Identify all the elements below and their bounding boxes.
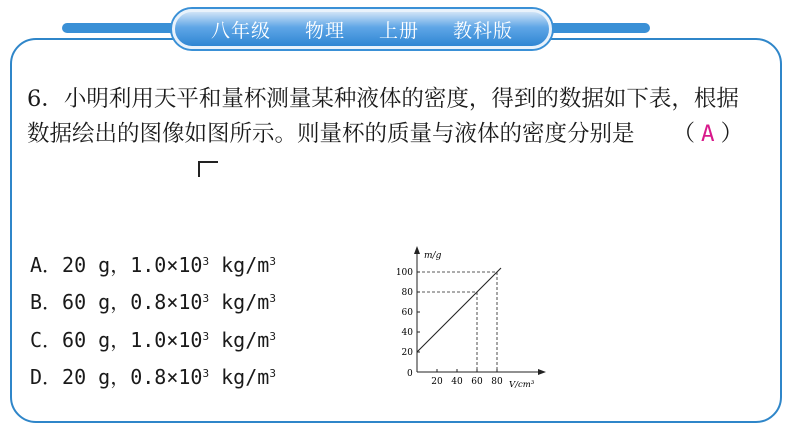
origin-label: 0 — [407, 369, 413, 379]
option-c-exp: 3 — [202, 330, 210, 343]
question-line-1: 6．小明利用天平和量杯测量某种液体的密度，得到的数据如下表，根据 — [27, 86, 739, 112]
option-c-label: C． — [30, 328, 63, 352]
answer-value: A — [701, 121, 715, 147]
option-b-exp: 3 — [202, 292, 210, 305]
header-band-left — [62, 23, 180, 33]
corner-mark — [198, 161, 218, 177]
option-a-unit-exp: 3 — [269, 255, 276, 268]
option-c-text: 60 g，1.0×10 — [62, 328, 203, 352]
option-a-label: A． — [30, 253, 63, 277]
option-c-unit-exp: 3 — [269, 330, 276, 343]
option-d-label: D． — [30, 365, 63, 389]
header-subject: 物理 — [304, 19, 345, 42]
question-line-2 — [27, 119, 743, 149]
header-band-right — [550, 23, 650, 33]
option-d-text: 20 g，0.8×10 — [62, 365, 203, 389]
y-tick-label: 80 — [401, 288, 413, 298]
option-b-text: 60 g，0.8×10 — [62, 290, 203, 314]
header-volume: 上册 — [379, 19, 420, 42]
x-tick-label: 40 — [451, 377, 463, 387]
option-b — [30, 289, 276, 315]
header-pill — [172, 9, 552, 49]
option-b-label: B． — [30, 290, 63, 314]
x-tick-label: 80 — [491, 377, 503, 387]
option-a-unit: kg/m — [209, 253, 270, 277]
option-d-unit-exp: 3 — [269, 367, 276, 380]
option-a — [30, 252, 276, 278]
option-c — [30, 327, 276, 353]
answer-open-paren: （ — [672, 121, 696, 147]
option-b-unit: kg/m — [209, 290, 270, 314]
y-axis-arrow — [414, 246, 420, 254]
y-tick-label: 40 — [401, 328, 413, 338]
option-d-unit: kg/m — [209, 365, 270, 389]
x-axis-label: V/cm³ — [509, 380, 535, 390]
option-a-text: 20 g，1.0×10 — [62, 253, 203, 277]
option-a-exp: 3 — [202, 255, 210, 268]
answer-close-paren: ） — [720, 121, 744, 147]
y-tick-label: 100 — [395, 268, 413, 278]
x-tick-label: 60 — [471, 377, 483, 387]
y-tick-label: 60 — [401, 308, 413, 318]
series-line — [417, 268, 501, 352]
option-c-unit: kg/m — [209, 328, 270, 352]
y-axis-label: m/g — [424, 251, 442, 261]
question-text-2: 数据绘出的图像如图所示。则量杯的质量与液体的密度分别是 — [27, 121, 635, 147]
mass-volume-graph — [370, 246, 550, 396]
option-b-unit-exp: 3 — [269, 292, 276, 305]
header-edition: 教科版 — [453, 19, 514, 42]
x-tick-label: 20 — [431, 377, 443, 387]
option-d-exp: 3 — [202, 367, 210, 380]
option-d — [30, 364, 276, 390]
x-axis-arrow — [538, 369, 546, 375]
header-grade: 八年级 — [210, 19, 271, 42]
y-tick-label: 20 — [401, 348, 413, 358]
